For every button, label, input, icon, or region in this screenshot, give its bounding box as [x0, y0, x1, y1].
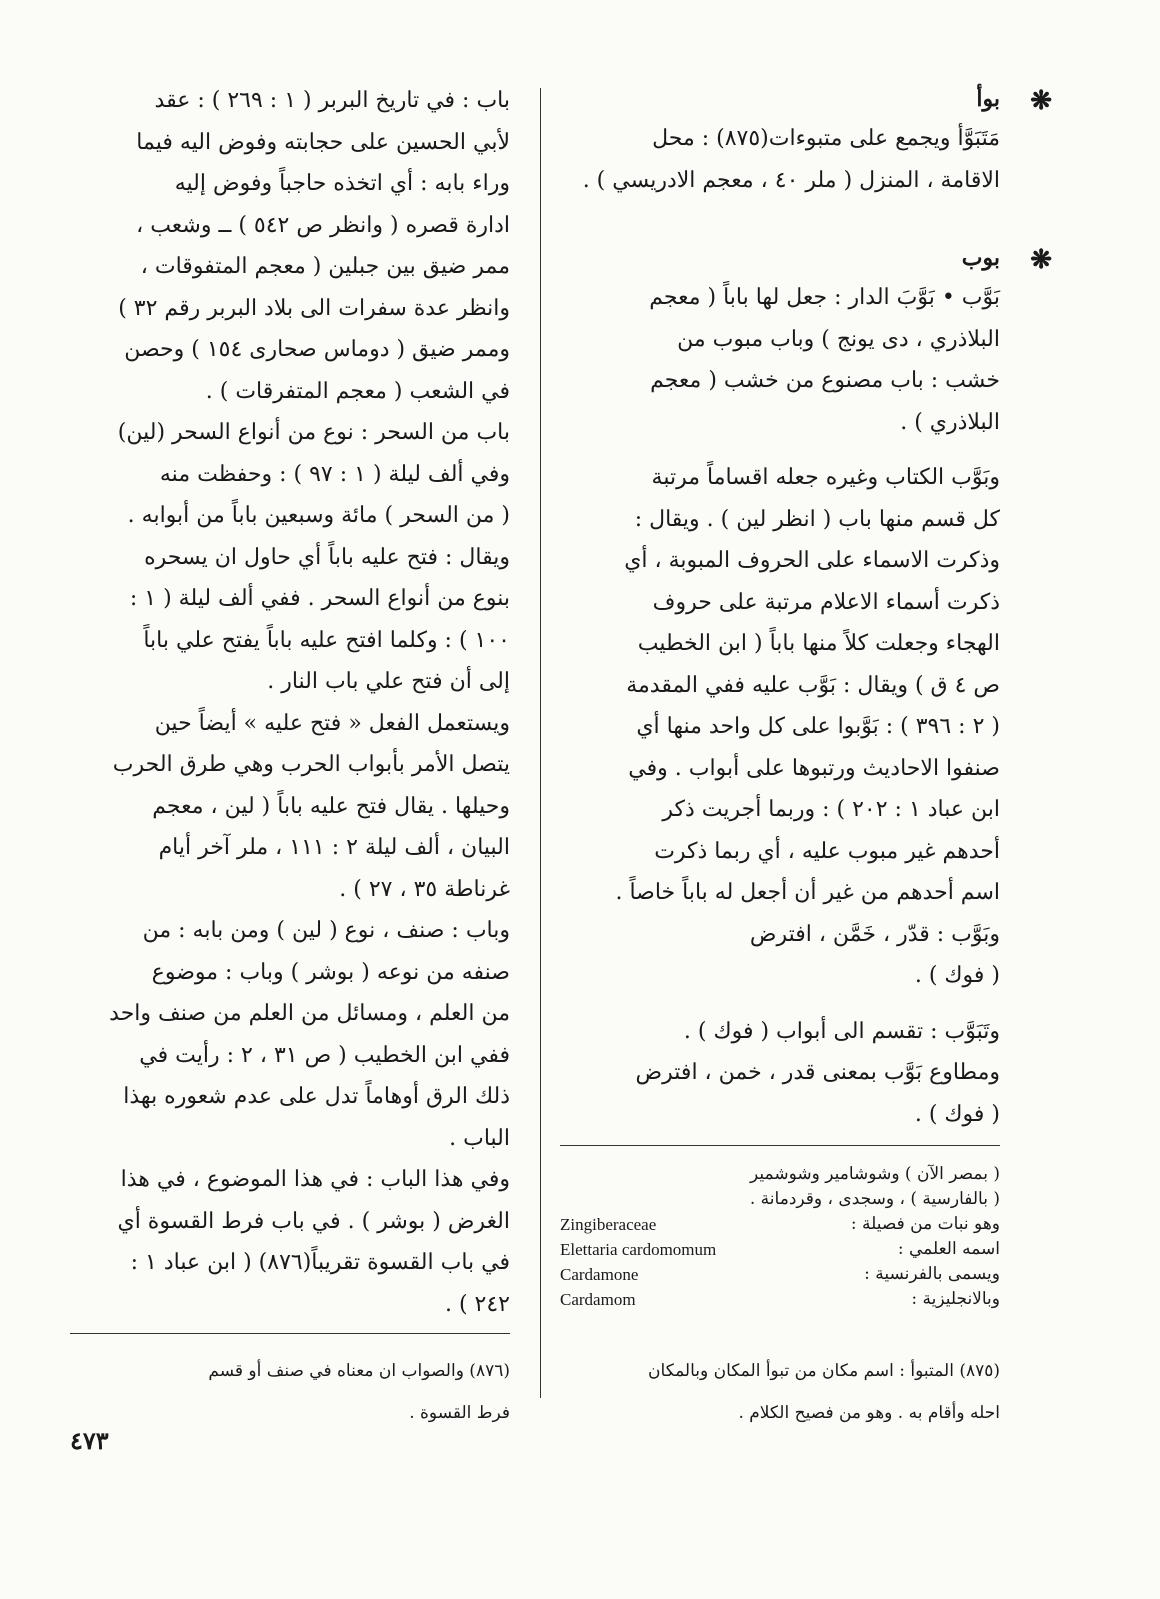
- text-line: ويقال : فتح عليه باباً أي حاول ان يسحره: [144, 544, 510, 570]
- footnote-arabic: ( بالفارسية ) ، وسجدى ، وقردمانة .: [749, 1189, 1000, 1209]
- asterisk-icon: ❋: [1030, 245, 1052, 275]
- footnote-latin: Cardamone: [560, 1265, 639, 1284]
- text-line: فرط القسوة .: [409, 1403, 510, 1423]
- text-line: وانظر عدة سفرات الى بلاد البربر رقم ٣٢ ): [118, 295, 510, 321]
- text-line: وبَوَّب الكتاب وغيره جعله اقساماً مرتبة: [651, 465, 1000, 490]
- text-line: ذكرت أسماء الاعلام مرتبة على حروف: [652, 589, 1000, 615]
- text-line: الباب .: [449, 1125, 510, 1151]
- paragraph: [560, 277, 1000, 443]
- text-line: صنفوا الاحاديث ورتبوها على أبواب . وفي: [628, 755, 1000, 781]
- text-line: خشب : باب مصنوع من خشب ( معجم: [650, 368, 1000, 393]
- footnote-875: [560, 1342, 1000, 1443]
- text-line: ففي ابن الخطيب ( ص ٣١ ، ٢ : رأيت في: [139, 1042, 510, 1068]
- text-line: البلاذري ، دى يونج ) وباب مبوب من: [677, 326, 1000, 352]
- text-line: ١٠٠ ) : وكلما افتح عليه باباً يفتح علي باباً: [143, 627, 510, 653]
- text-line: وفي ألف ليلة ( ١ : ٩٧ ) : وحفظت منه: [159, 461, 510, 487]
- paragraph: [70, 910, 510, 1159]
- footnote-line: [560, 1237, 1000, 1262]
- text-line: ( فوك ) .: [914, 963, 1000, 988]
- text-line: ويستعمل الفعل « فتح عليه » أيضاً حين: [154, 710, 510, 736]
- left-column: [70, 80, 510, 1325]
- entry-headword-bwb: ❋ بوب: [560, 239, 1000, 277]
- footnote-line: [560, 1187, 1000, 1212]
- text-line: وبَوَّب : قدّر ، خَمَّن ، افترض: [749, 921, 1000, 947]
- footnote-arabic: وهو نبات من فصيلة :: [850, 1214, 1000, 1234]
- text-line: ذلك الرق أوهاماً تدل على عدم شعوره بهذا: [123, 1084, 510, 1109]
- paragraph: [560, 1011, 1000, 1136]
- footnote-latin: Cardamom: [560, 1290, 636, 1309]
- right-column: [560, 80, 1052, 1135]
- text-line: وحيلها . يقال فتح عليه باباً ( لين ، معجم: [152, 793, 510, 819]
- text-line: غرناطة ٣٥ ، ٢٧ ) .: [339, 876, 510, 902]
- column-divider: [540, 88, 541, 1398]
- footnote-line: [560, 1287, 1000, 1312]
- text-line: كل قسم منها باب ( انظر لين ) . ويقال :: [634, 506, 1000, 532]
- text-line: وتَبَوَّب : تقسم الى أبواب ( فوك ) .: [683, 1018, 1000, 1044]
- footnote-rule: [70, 1333, 510, 1334]
- footnote-arabic: وبالانجليزية :: [911, 1289, 1000, 1309]
- text-line: في باب القسوة تقريباً(٨٧٦) ( ابن عباد ١ :: [130, 1250, 510, 1275]
- text-line: البلاذري ) .: [900, 409, 1000, 435]
- text-line: الغرض ( بوشر ) . في باب فرط القسوة أي: [117, 1208, 510, 1234]
- footnote-line: [560, 1262, 1000, 1287]
- text-line: البيان ، ألف ليلة ٢ : ١١١ ، ملر آخر أيام: [158, 835, 510, 860]
- text-line: وفي هذا الباب : في هذا الموضوع ، في هذا: [120, 1167, 510, 1192]
- text-line: الاقامة ، المنزل ( ملر ٤٠ ، معجم الادريسي ) .: [582, 167, 1000, 193]
- paragraph: [70, 703, 510, 911]
- text-line: احله وأقام به . وهو من فصيح الكلام .: [738, 1403, 1000, 1423]
- text-line: لأبي الحسين على حجابته وفوض اليه فيما: [136, 129, 510, 155]
- text-line: باب : في تاريخ البربر ( ١ : ٢٦٩ ) : عقد: [154, 88, 510, 113]
- footnote-rule: [560, 1145, 1000, 1146]
- footnote-arabic: ويسمى بالفرنسية :: [864, 1264, 1000, 1284]
- text-line: يتصل الأمر بأبواب الحرب وهي طرق الحرب: [112, 752, 510, 777]
- text-line: وذكرت الاسماء على الحروف المبوبة ، أي: [624, 548, 1000, 573]
- paragraph: [560, 457, 1000, 997]
- text-line: مَتَبَوَّأ ويجمع على متبوءات(٨٧٥) : محل: [652, 126, 1000, 151]
- text-line: (٨٧٥) المتبوأ : اسم مكان من تبوأ المكان وبالمكان: [648, 1361, 1000, 1381]
- text-line: إلى أن فتح علي باب النار .: [267, 669, 510, 694]
- text-line: أحدهم غير مبوب عليه ، أي ربما ذكرت: [654, 838, 1000, 864]
- footnote-latin: Zingiberaceae: [560, 1215, 657, 1234]
- text-line: وممر ضيق ( دوماس صحارى ١٥٤ ) وحصن: [124, 337, 510, 362]
- text-line: بَوَّب • بَوَّبَ الدار : جعل لها باباً ( معجم: [649, 285, 1000, 310]
- footnote-arabic: ( بمصر الآن ) وشوشامير وشوشمير: [750, 1164, 1000, 1184]
- text-line: ومطاوع بَوَّب بمعنى قدر ، خمن ، افترض: [635, 1060, 1000, 1085]
- asterisk-icon: ❋: [1030, 86, 1052, 116]
- text-line: ( ٢ : ٣٩٦ ) : بَوَّبوا على كل واحد منها أي: [636, 714, 1000, 739]
- text-line: (٨٧٦) والصواب ان معناه في صنف أو قسم: [208, 1361, 510, 1381]
- text-line: ص ٤ ق ) ويقال : بَوَّب عليه ففي المقدمة: [626, 672, 1000, 698]
- text-line: وراء بابه : أي اتخذه حاجباً وفوض إليه: [174, 171, 510, 196]
- paragraph: [70, 1159, 510, 1325]
- footnote-continued: [560, 1162, 1000, 1312]
- text-line: ( من السحر ) مائة وسبعين باباً من أبوابه .: [127, 503, 510, 528]
- text-line: ابن عباد ١ : ٢٠٢ ) : وربما أجريت ذكر: [662, 797, 1000, 822]
- page-number: ٤٧٣: [70, 1426, 109, 1455]
- text-line: الهجاء وجعلت كلاً منها باباً ( ابن الخطيب: [637, 631, 1000, 656]
- footnote-latin: Elettaria cardomomum: [560, 1240, 717, 1259]
- text-line: وباب : صنف ، نوع ( لين ) ومن بابه : من: [142, 918, 510, 943]
- text-line: في الشعب ( معجم المتفرقات ) .: [205, 378, 510, 404]
- text-line: من العلم ، ومسائل من العلم من صنف واحد: [109, 1001, 510, 1026]
- paragraph: [70, 412, 510, 703]
- entry-headword-bwa: ❋ بوأ: [560, 80, 1000, 118]
- text-line: صنفه من نوعه ( بوشر ) وباب : موضوع: [151, 959, 510, 985]
- footnote-876: [70, 1342, 510, 1443]
- text-line: ادارة قصره ( وانظر ص ٥٤٢ ) ــ وشعب ،: [136, 212, 510, 238]
- footnote-line: [560, 1162, 1000, 1187]
- text-line: بنوع من أنواع السحر . ففي ألف ليلة ( ١ :: [129, 586, 510, 611]
- footnote-line: [560, 1212, 1000, 1237]
- text-line: ٢٤٢ ) .: [444, 1291, 510, 1317]
- paragraph: [70, 80, 510, 412]
- text-line: باب من السحر : نوع من أنواع السحر (لين): [117, 420, 510, 445]
- text-line: اسم أحدهم من غير أن أجعل له باباً خاصاً .: [615, 880, 1000, 905]
- text-line: ( فوك ) .: [914, 1101, 1000, 1127]
- footnote-arabic: اسمه العلمي :: [897, 1239, 1000, 1259]
- text-line: ممر ضيق بين جبلين ( معجم المتفوقات ،: [140, 254, 510, 279]
